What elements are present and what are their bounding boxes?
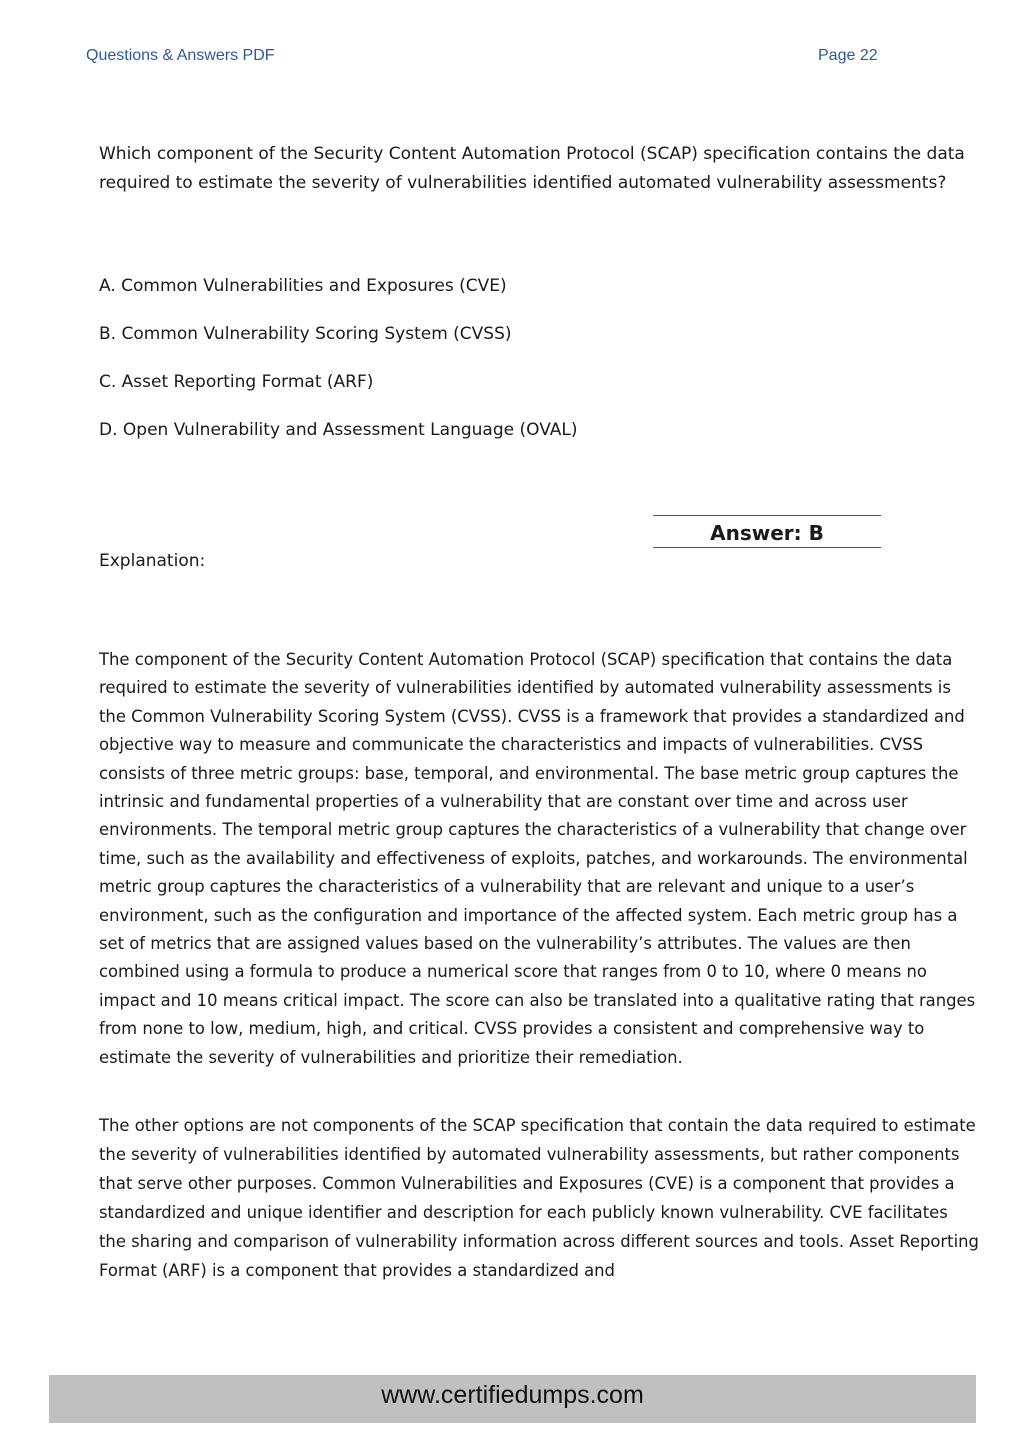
options-list (99, 272, 979, 464)
option-a: A. Common Vulnerabilities and Exposures (CVE) (99, 276, 507, 296)
option-c: C. Asset Reporting Format (ARF) (99, 372, 374, 392)
footer-banner: www.certifiedumps.com (49, 1375, 976, 1423)
option-d: D. Open Vulnerability and Assessment Language (OVAL) (99, 420, 578, 440)
answer-label: Answer: B (653, 515, 881, 548)
explanation-paragraph-1: The component of the Security Content Automation Protocol (SCAP) specification that contains the data required to estimate the severity of vulnerabilities identified by automated vulnerability assessments is the Common Vulnerability Scoring System (CVSS). CVSS is a framework that provides a standardized and objective way to measure and communicate the characteristics and impacts of vulnerabilities. CVSS consists of three metric groups: base, temporal, and environmental. The base metric group captures the intrinsic and fundamental properties of a vulnerability that are constant over time and across user environments. The temporal metric group captures the characteristics of a vulnerability that change over time, such as the availability and effectiveness of exploits, patches, and workarounds. The environmental metric group captures the characteristics of a vulnerability that are relevant and unique to a user’s environment, such as the configuration and importance of the affected system. Each metric group has a set of metrics that are assigned values based on the vulnerability’s attributes. The values are then combined using a formula to produce a numerical score that ranges from 0 to 10, where 0 means no impact and 10 means critical impact. The score can also be translated into a qualitative rating that ranges from none to low, medium, high, and critical. CVSS provides a consistent and comprehensive way to estimate the severity of vulnerabilities and prioritize their remediation. (99, 650, 976, 1067)
explanation-label: Explanation: (99, 551, 206, 571)
explanation-paragraph-2: The other options are not components of the SCAP specification that contain the data required to estimate the severity of vulnerabilities identified by automated vulnerability assessments, but rather components that serve other purposes. Common Vulnerabilities and Exposures (CVE) is a component that provides a standardized and unique identifier and description for each publicly known vulnerability. CVE facilitates the sharing and comparison of vulnerability information across different sources and tools. Asset Reporting Format (ARF) is a component that provides a standardized and (99, 1116, 979, 1280)
option-b: B. Common Vulnerability Scoring System (CVSS) (99, 324, 512, 344)
question-text: Which component of the Security Content Automation Protocol (SCAP) specification contains the data required to estimate the severity of vulnerabilities identified automated vulnerability assessments? (99, 144, 965, 193)
header-title: Questions & Answers PDF (86, 47, 275, 64)
page-number: Page 22 (818, 47, 878, 64)
